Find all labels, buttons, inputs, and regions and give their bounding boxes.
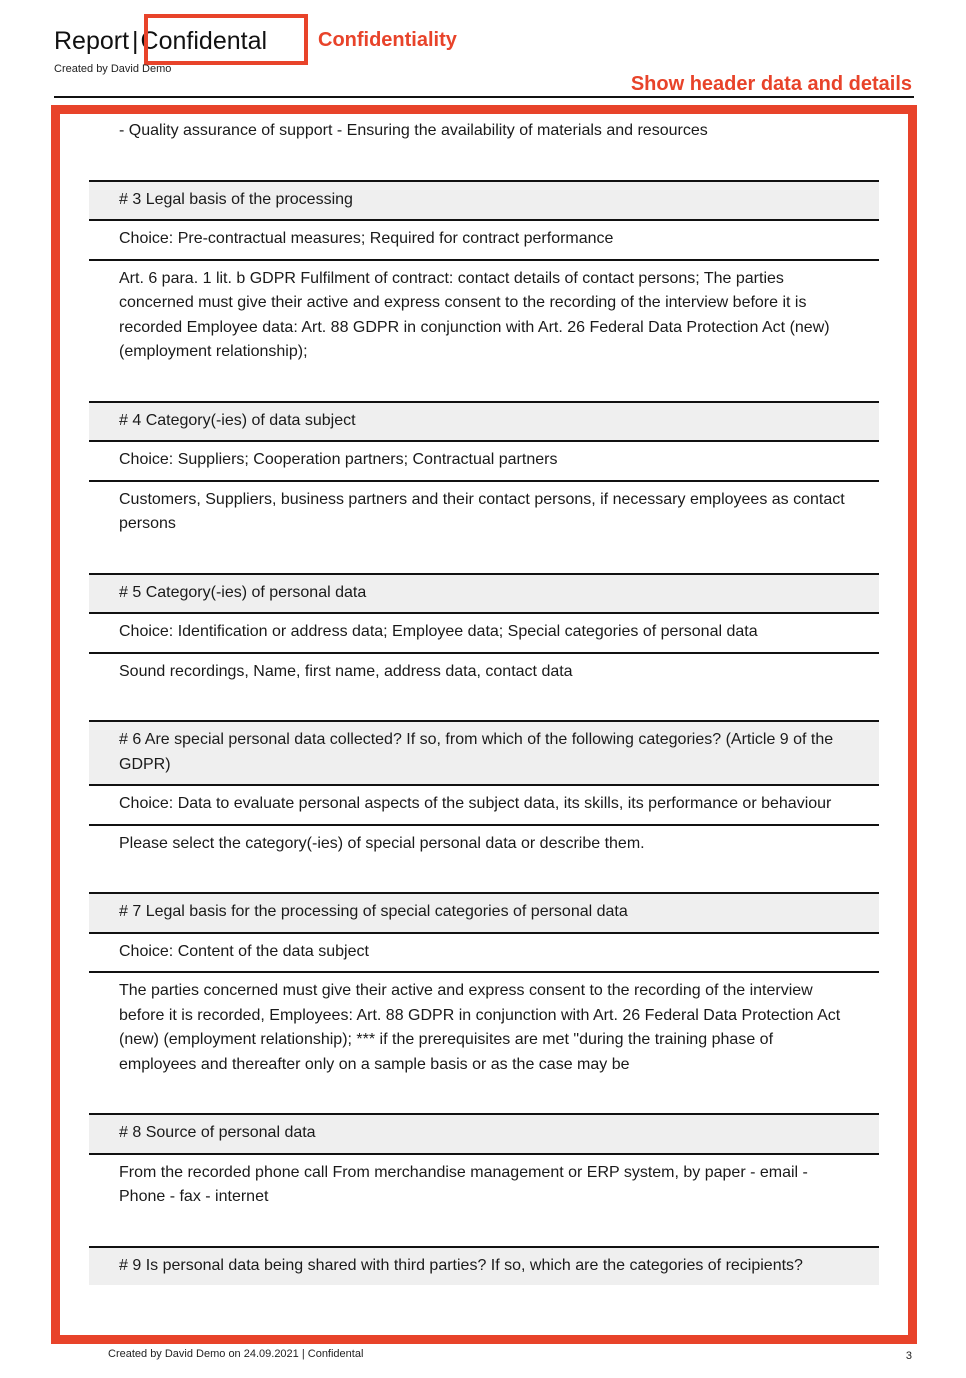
confidential-label: Confidental — [140, 27, 268, 55]
page-number: 3 — [905, 1350, 912, 1362]
section-choice: Choice: Pre-contractual measures; Required for contract performance — [89, 221, 879, 261]
report-label: Report — [54, 27, 130, 55]
section-description: Art. 6 para. 1 lit. b GDPR Fulfilment of contract: contact details of contact persons; The parties concerned must give their active and express consent to the recording of the interview before it is recorded Employee data: Art. 88 GDPR in conjunction with Art. 26 Federal Data Protection Act (new) (employment relationship); — [119, 269, 830, 360]
section-description: Sound recordings, Name, first name, address data, contact data — [119, 662, 573, 680]
header-divider — [54, 96, 914, 98]
section-description: Please select the category(-ies) of special personal data or describe them. — [119, 834, 645, 852]
report-header — [54, 14, 914, 98]
title-separator: | — [132, 27, 139, 55]
created-by-text: Created by David Demo — [54, 63, 172, 75]
section-heading: # 9 Is personal data being shared with third parties? If so, which are the categories of recipients? — [89, 1246, 879, 1286]
section-heading: # 8 Source of personal data — [89, 1113, 879, 1155]
section-heading: # 4 Category(-ies) of data subject — [89, 401, 879, 443]
report-content — [89, 116, 879, 1321]
show-header-annotation: Show header data and details — [630, 73, 912, 95]
confidentiality-annotation: Confidentiality — [318, 29, 457, 51]
section-description: From the recorded phone call From merchandise management or ERP system, by paper - email - Phone - fax - internet — [119, 1163, 808, 1205]
section-heading: # 7 Legal basis for the processing of special categories of personal data — [89, 892, 879, 934]
section-description: The parties concerned must give their active and express consent to the recording of the interview before it is recorded, Employees: Art. 88 GDPR in conjunction with Art. 26 Federal Data Protection Act (new) (employment relationship); *** if the prerequisites are met "during the training phase of employees and thereafter only on a sample basis or as the case may be — [119, 982, 841, 1073]
section-choice: Choice: Data to evaluate personal aspects of the subject data, its skills, its performance or behaviour — [89, 786, 879, 826]
section-description: Customers, Suppliers, business partners and their contact persons, if necessary employees as contact persons — [119, 490, 845, 532]
footer-text: Created by David Demo on 24.09.2021 | Confidental — [108, 1348, 364, 1360]
section-heading: # 5 Category(-ies) of personal data — [89, 573, 879, 615]
section-choice: Choice: Suppliers; Cooperation partners; Contractual partners — [89, 442, 879, 482]
section-heading: # 3 Legal basis of the processing — [89, 180, 879, 222]
section-choice: Choice: Identification or address data; Employee data; Special categories of personal data — [89, 614, 879, 654]
section-heading: # 6 Are special personal data collected? If so, from which of the following categories? (Article 9 of the GDPR) — [89, 720, 879, 786]
leading-text: - Quality assurance of support - Ensuring the availability of materials and resources — [119, 122, 708, 139]
confidentiality-highlight-box — [144, 14, 308, 65]
section-choice: Choice: Content of the data subject — [89, 934, 879, 974]
